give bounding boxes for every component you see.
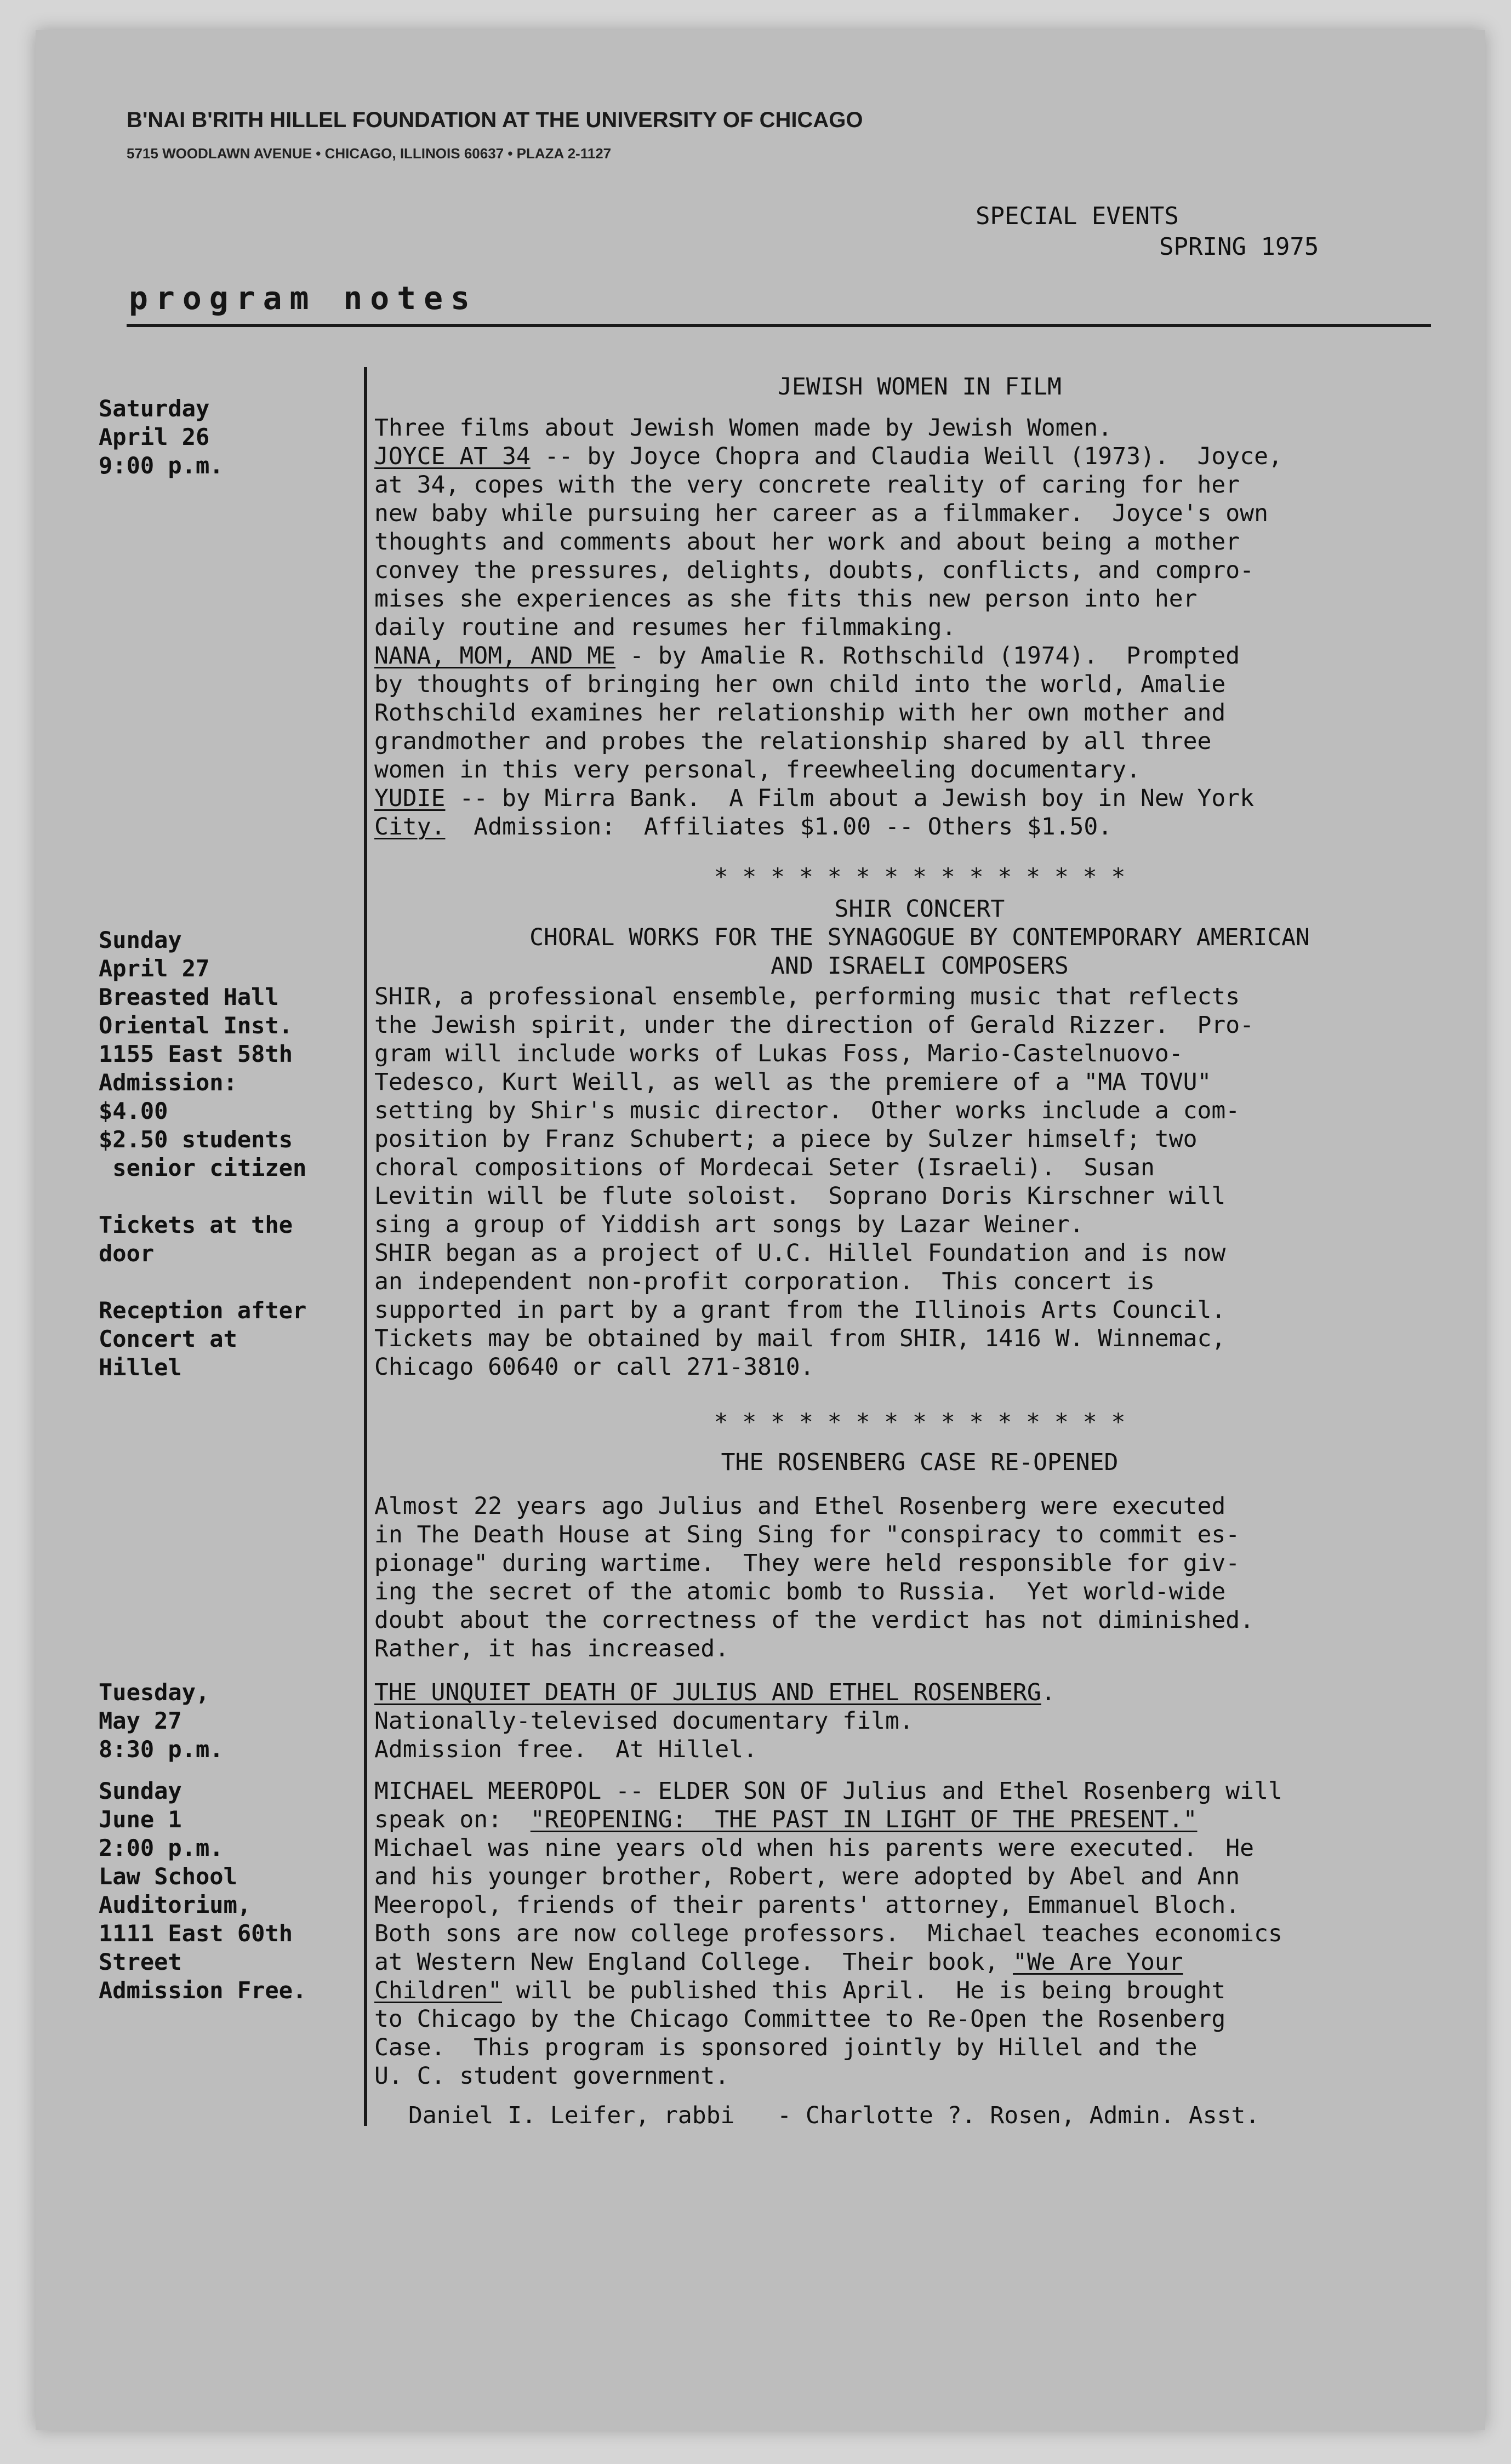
event-body-shir: SHIR, a professional ensemble, performing music that reflects the Jewish spirit, under the direction of Gerald Rizzer. Pro- gram will include works of Lukas Foss, Mario-Castelnuovo- Tedesco, Kurt Weill, as well as the premiere of a "MA TOVU" setting by Shir's music director. Other works include a com- position by Franz Schubert; a piece by Sulzer himself; two choral compositions of Mordecai Seter (Israeli). Susan Levitin will be flute soloist. Soprano Doris Kirschner will sing a group of Yiddish art songs by Lazar Weiner. SHIR began as a project of U.C. Hillel Foundation and is now an independent non-profit corporation. This concert is supported in part by a grant from the Illinois Arts Council. Tickets may be obtained by mail from SHIR, 1416 W. Winnemac, Chicago 60640 or call 271-3810. — [374, 983, 1255, 1381]
event-body-talk — [374, 1777, 1470, 2090]
letterhead-address: 5715 WOODLAWN AVENUE • CHICAGO, ILLINOIS 60637 • PLAZA 2-1127 — [127, 145, 612, 162]
film-text-nana: - by Amalie R. Rothschild (1974). Prompted by thoughts of bringing her own child into the world, Amalie Rothschild examines her relationship with her own mother and grandmother and probes the relationship shared by all three women in this very personal, freewheeling documentary. — [374, 642, 1240, 784]
film-text-yudie: -- by Mirra Bank. A Film about a Jewish boy in New York — [459, 785, 1255, 812]
document-page — [36, 30, 1485, 2430]
event-when-shir: Sunday April 27 Breasted Hall Oriental Inst. 1155 East 58th Admission: $4.00 $2.50 students senior citizen Tickets at the door Reception after Concert at Hillel — [99, 927, 307, 1381]
signature-line: Daniel I. Leifer, rabbi - Charlotte ?. Rosen, Admin. Asst. — [408, 2102, 1260, 2129]
season-label: SPRING 1975 — [1159, 233, 1319, 261]
event-body-film — [374, 1678, 1470, 1764]
event-when-film: Tuesday, May 27 8:30 p.m. — [99, 1679, 224, 1763]
event-when-talk: Sunday June 1 2:00 p.m. Law School Auditorium, 1111 East 60th Street Admission Free. — [99, 1777, 307, 2004]
talk-intro: MICHAEL MEEROPOL -- ELDER SON OF Julius and Ethel Rosenberg will speak on: — [374, 1777, 1282, 1833]
event-when-jewish-women: Saturday April 26 9:00 p.m. — [99, 395, 224, 479]
talk-end: will be published this April. He is being brought to Chicago by the Chicago Committee to Re-Open the Rosenberg Case. This program is sponsored jointly by Hillel and the U. C. student government. — [374, 1977, 1226, 2090]
special-events-heading — [976, 201, 1319, 262]
film-title-yudie: YUDIE — [374, 785, 446, 812]
film-title-nana: NANA, MOM, AND ME — [374, 642, 616, 670]
intro-text: Three films about Jewish Women made by Jewish Women. — [374, 414, 1113, 442]
program-notes-title: program notes — [129, 279, 477, 317]
film-text-unquiet-death: . Nationally-televised documentary film. Admission free. At Hillel. — [374, 1679, 1056, 1763]
film-title-joyce: JOYCE AT 34 — [374, 443, 531, 470]
film-city-yudie: City. — [374, 813, 446, 841]
film-title-unquiet-death: THE UNQUIET DEATH OF JULIUS AND ETHEL ROSENBERG — [374, 1679, 1041, 1706]
talk-body: Michael was nine years old when his parents were executed. He and his younger brother, Robert, were adopted by Abel and Ann Meeropol, friends of their parents' attorney, Emmanuel Bloch. Both sons are now college professors. Michael teaches economics at Western New England College. Their book, — [374, 1834, 1282, 1976]
section-title-rosenberg: THE ROSENBERG CASE RE-OPENED — [721, 1449, 1119, 1476]
section-title-jewish-women: JEWISH WOMEN IN FILM — [778, 373, 1062, 401]
separator-1: * * * * * * * * * * * * * * * — [714, 864, 1126, 891]
admission-jewish-women: Admission: Affiliates $1.00 -- Others $1.50. — [445, 813, 1113, 841]
column-divider — [364, 367, 367, 2126]
film-text-joyce: -- by Joyce Chopra and Claudia Weill (1973). Joyce, at 34, copes with the very concrete reality of caring for her new baby while pursuing her career as a filmmaker. Joyce's own thoughts and comments about her work and about being a mother convey the pressures, delights, doubts, conflicts, and compro- mises she experiences as she fits this new person into her daily routine and resumes her filmmaking. — [374, 443, 1282, 641]
book-title-part2: Children" — [374, 1977, 502, 2004]
event-intro-rosenberg: Almost 22 years ago Julius and Ethel Rosenberg were executed in The Death House at Sing Sing for "conspiracy to commit es- pionage" during wartime. They were held responsible for giv- ing the secret of the atomic bomb to Russia. Yet world-wide doubt about the correctness of the verdict has not diminished. Rather, it has increased. — [374, 1493, 1255, 1662]
letterhead-title: B'NAI B'RITH HILLEL FOUNDATION AT THE UNIVERSITY OF CHICAGO — [127, 108, 863, 132]
talk-title: "REOPENING: THE PAST IN LIGHT OF THE PRESENT." — [530, 1806, 1198, 1833]
special-events-label: SPECIAL EVENTS — [976, 202, 1179, 230]
separator-2: * * * * * * * * * * * * * * * — [714, 1409, 1126, 1436]
event-body-jewish-women — [374, 414, 1470, 841]
section-title-shir: SHIR CONCERT CHORAL WORKS FOR THE SYNAGOGUE BY CONTEMPORARY AMERICAN AND ISRAELI COMPOSERS — [529, 895, 1310, 980]
book-title-part1: "We Are Your — [1012, 1948, 1183, 1976]
header-rule — [127, 324, 1431, 327]
